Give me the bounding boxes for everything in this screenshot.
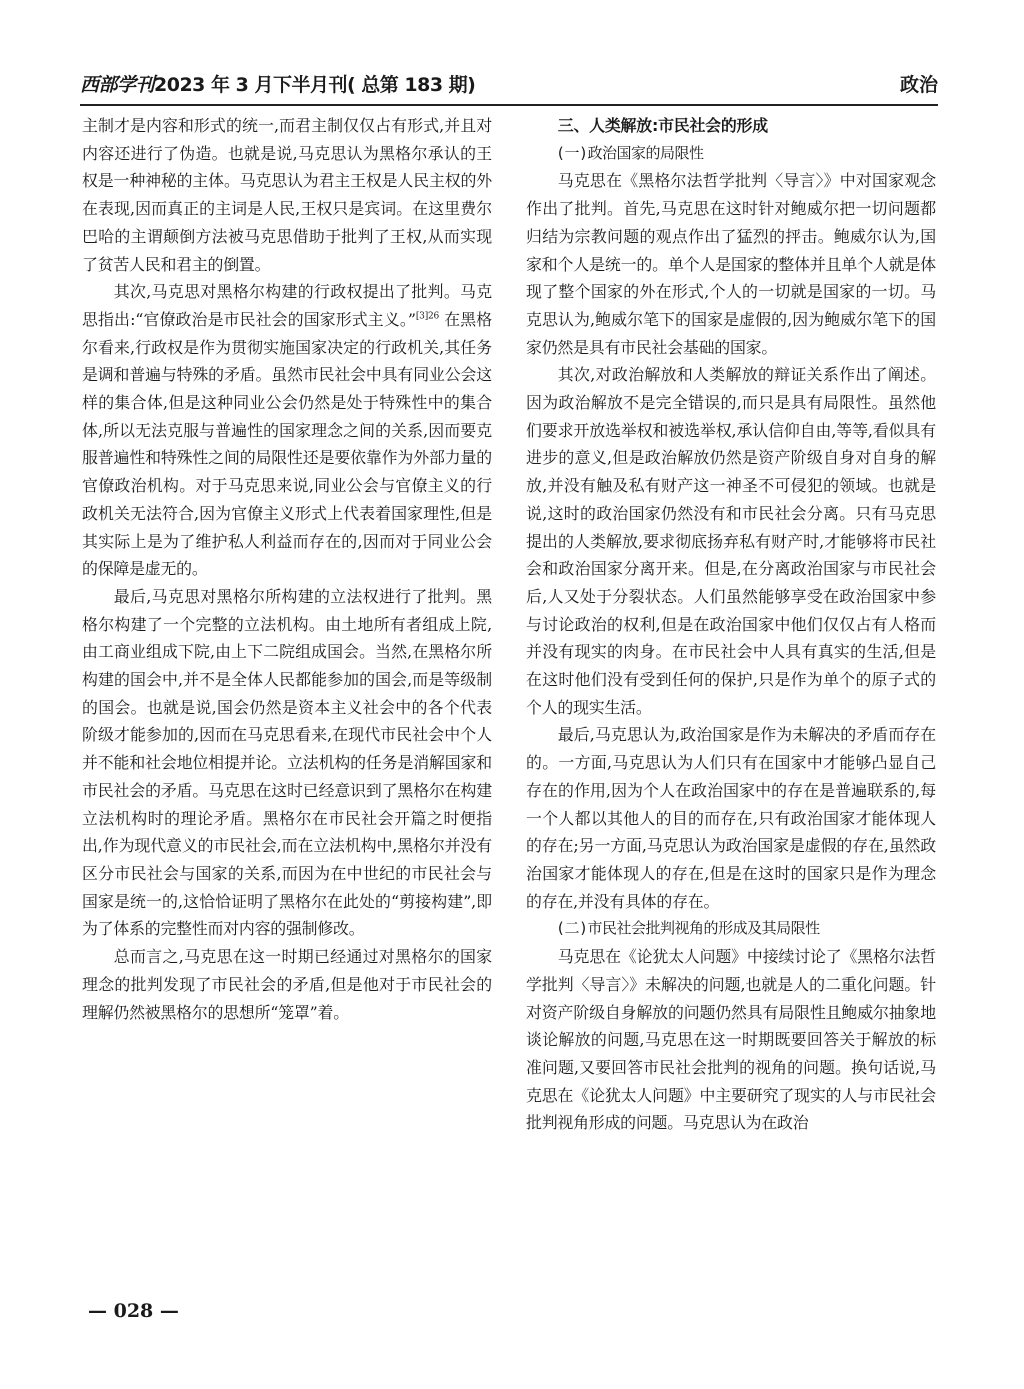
section-name: 政治 (899, 74, 938, 96)
section-heading: 三、人类解放:市民社会的形成 (557, 116, 768, 135)
subsection-heading: (一)政治国家的局限性 (556, 143, 704, 162)
citation-ref: [3]26 (415, 311, 440, 322)
issue-info: 2023 年 3 月下半月刊( 总第 183 期) (154, 74, 476, 96)
paragraph: 马克思在《论犹太人问题》中接续讨论了《黑格尔法哲学批判〈导言〉》未解决的问题,也就是人的二重化问题。针对资产阶级自身解放的问题仍然具有局限性且鲍威尔抽象地谈论解放的问题,马克思在这一时期既要回答关于解放的标准问题,又要回答市民社会批判的视角的问题。换句话说,马克思在《论犹太人问题》中主要研究了现实的人与市民社会批判视角形成的问题。马克思认为在政治 (526, 947, 936, 1133)
subsection-heading: (二)市民社会批判视角的形成及其局限性 (556, 919, 820, 938)
paragraph-text: 在黑格尔看来,行政权是作为贯彻实施国家决定的行政机关,其任务是调和普遍与特殊的矛盾。虽然市民社会中具有同业公会这样的集合体,但是这种同业公会仍然是处于特殊性中的集合体,所以无法克服与普遍性的国家理念之间的关系,因而要克服普遍性和特殊性之间的局限性还是要依靠作为外部力量的官僚政治机构。对于马克思来说,同业公会与官僚主义的行政机关无法符合,因为官僚主义形式上代表着国家理性,但是其实际上是为了维护私人利益而存在的,因而对于同业公会的保障是虚无的。 (82, 309, 492, 579)
paragraph: 主制才是内容和形式的统一,而君主制仅仅占有形式,并且对内容还进行了伪造。也就是说,马克思认为黑格尔承认的王权是一种神秘的主体。马克思认为君主王权是人民主权的外在表现,因而真正的主词是人民,王权只是宾词。在这里费尔巴哈的主谓颠倒方法被马克思借助于批判了王权,从而实现了贫苦人民和君主的倒置。 (82, 116, 492, 274)
paragraph: 最后,马克思对黑格尔所构建的立法权进行了批判。黑格尔构建了一个完整的立法机构。由土地所有者组成上院,由工商业组成下院,由上下二院组成国会。当然,在黑格尔所构建的国会中,并不是全体人民都能参加的国会,而是等级制的国会。也就是说,国会仍然是资本主义社会中的各个代表阶级才能参加的,因而在马克思看来,在现代市民社会中个人并不能和社会地位相提并论。立法机构的任务是消解国家和市民社会的矛盾。马克思在这时已经意识到了黑格尔在构建立法机构时的理论矛盾。黑格尔在市民社会开篇之时便指出,作为现代意义的市民社会,而在立法机构中,黑格尔并没有区分市民社会与国家的关系,而因为在中世纪的市民社会与国家是统一的,这恰恰证明了黑格尔在此处的“剪接构建”,即为了体系的完整性而对内容的强制修改。 (82, 586, 492, 939)
paragraph: 最后,马克思认为,政治国家是作为未解决的矛盾而存在的。一方面,马克思认为人们只有在国家中才能够凸显自己存在的作用,因为个人在政治国家中的存在是普遍联系的,每一个人都以其他人的目的而存在,只有政治国家才能体现人的存在;另一方面,马克思认为政治国家是虚假的存在,虽然政治国家才能体现人的存在,但是在这时的国家只是作为理念的存在,并没有具体的存在。 (526, 725, 936, 911)
paragraph-text: 其次,马克思对黑格尔构建的行政权提出了批判。马克思指出:“官僚政治是市民社会的国家形式主义。” (82, 282, 492, 329)
paragraph (82, 278, 492, 583)
journal-info (80, 70, 475, 97)
paragraph: 马克思在《黑格尔法哲学批判〈导言〉》中对国家观念作出了批判。首先,马克思在这时针对鲍威尔把一切问题都归结为宗教问题的观点作出了猛烈的抨击。鲍威尔认为,国家和个人是统一的。单个人是国家的整体并且单个人就是体现了整个国家的外在形式,个人的一切就是国家的一切。马克思认为,鲍威尔笔下的国家是虚假的,因为鲍威尔笔下的国家仍然是具有市民社会基础的国家。 (526, 171, 936, 357)
paragraph: 总而言之,马克思在这一时期已经通过对黑格尔的国家理念的批判发现了市民社会的矛盾,但是他对于市民社会的理解仍然被黑格尔的思想所“笼罩”着。 (82, 947, 492, 1022)
right-column (526, 112, 936, 1137)
journal-logo: 西部学刊 (80, 74, 155, 96)
paragraph: 其次,对政治解放和人类解放的辩证关系作出了阐述。因为政治解放不是完全错误的,而只是具有局限性。虽然他们要求开放选举权和被选举权,承认信仰自由,等等,看似具有进步的意义,但是政治解放仍然是资产阶级自身对自身的解放,并没有触及私有财产这一神圣不可侵犯的领域。也就是说,这时的政治国家仍然没有和市民社会分离。只有马克思提出的人类解放,要求彻底扬弃私有财产时,才能够将市民社会和政治国家分离开来。但是,在分离政治国家与市民社会后,人又处于分裂状态。人们虽然能够享受在政治国家中参与讨论政治的权利,但是在政治国家中他们仅仅占有人格而并没有现实的肉身。在市民社会中人具有真实的生活,但是在这时他们没有受到任何的保护,只是作为单个的原子式的个人的现实生活。 (526, 365, 936, 717)
page-number: — 028 — (88, 1300, 179, 1322)
running-header (80, 64, 938, 106)
left-column (82, 112, 492, 1026)
